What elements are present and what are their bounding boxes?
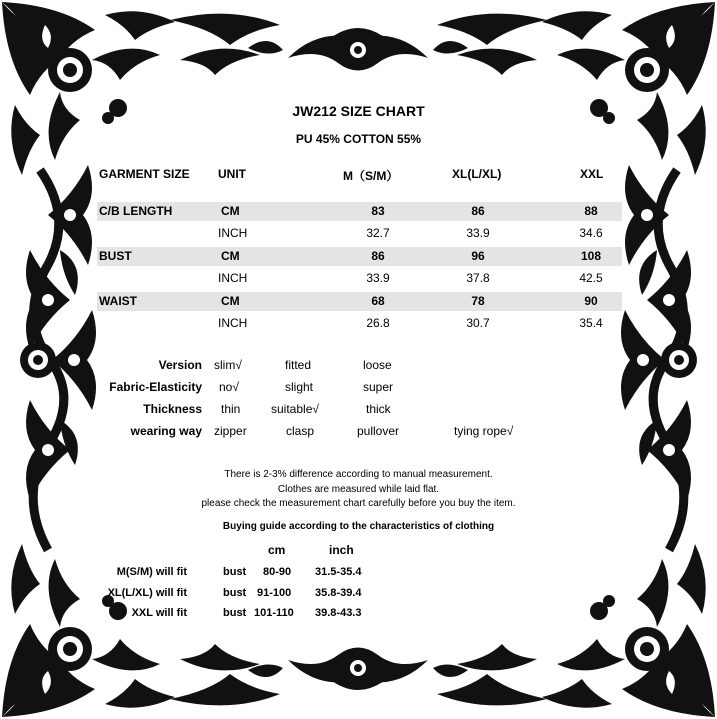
note-line: Clothes are measured while laid flat.: [277, 484, 440, 495]
guide-row-label: XL(L/XL) will fit: [107, 587, 187, 599]
value-cell: 78: [471, 294, 485, 308]
guide-part: bust: [223, 587, 247, 599]
attr-label-fabric-elasticity: Fabric-Elasticity: [109, 380, 202, 394]
value-cell: 33.9: [366, 271, 390, 285]
attr-option: tying rope√: [454, 424, 514, 438]
value-cell: 108: [580, 249, 602, 263]
guide-cm: 91-100: [257, 587, 292, 599]
guide-cm: 80-90: [263, 566, 292, 578]
value-cell: 90: [584, 294, 598, 308]
value-cell: 42.5: [579, 271, 603, 285]
check-icon: √: [235, 358, 242, 372]
attr-option: pullover: [357, 424, 400, 438]
check-icon: √: [312, 402, 319, 416]
value-cell: 83: [371, 204, 385, 218]
value-cell: 26.8: [366, 316, 390, 330]
attr-label-version: Version: [158, 358, 202, 372]
row-label-waist: WAIST: [99, 294, 137, 308]
header-unit: UNIT: [218, 167, 246, 181]
row-label-cb-length: C/B LENGTH: [99, 204, 173, 218]
value-cell: 30.7: [466, 316, 490, 330]
row-label-bust: BUST: [99, 249, 132, 263]
attr-option: thin: [221, 402, 241, 416]
guide-col-cm: cm: [268, 543, 286, 557]
guide-inch: 39.8-43.3: [315, 607, 362, 619]
attr-option: super: [363, 380, 394, 394]
value-cell: 88: [584, 204, 598, 218]
attr-option: fitted: [285, 358, 312, 372]
value-cell: 86: [471, 204, 485, 218]
guide-row-label: XXL will fit: [131, 607, 187, 619]
value-cell: 32.7: [366, 226, 390, 240]
attr-option: slight: [285, 380, 314, 394]
material-composition: PU 45% COTTON 55%: [295, 132, 422, 146]
check-icon: √: [232, 380, 239, 394]
guide-part: bust: [223, 607, 247, 619]
attr-label-thickness: Thickness: [143, 402, 202, 416]
attr-option: clasp: [286, 424, 315, 438]
unit-cell: CM: [221, 294, 240, 308]
page-title: JW212 SIZE CHART: [292, 103, 425, 119]
header-size-xxl: XXL: [580, 167, 604, 181]
guide-col-inch: inch: [329, 543, 354, 557]
header-size-xl: XL(L/XL): [452, 167, 502, 181]
unit-cell: CM: [221, 204, 240, 218]
header-garment-size: GARMENT SIZE: [99, 167, 190, 181]
guide-part: bust: [223, 566, 247, 578]
unit-cell: INCH: [218, 316, 248, 330]
attr-option: loose: [363, 358, 392, 372]
guide-row-label: M(S/M) will fit: [116, 566, 187, 578]
value-cell: 86: [371, 249, 385, 263]
unit-cell: CM: [221, 249, 240, 263]
attr-option: thick: [366, 402, 391, 416]
header-size-m: M（S/M）: [343, 169, 399, 183]
attr-option: slim√: [214, 358, 242, 372]
value-cell: 35.4: [579, 316, 603, 330]
check-icon: √: [506, 424, 514, 438]
note-line: please check the measurement chart carefully before you buy the item.: [201, 498, 516, 509]
value-cell: 37.8: [466, 271, 490, 285]
value-cell: 33.9: [466, 226, 490, 240]
value-cell: 34.6: [579, 226, 603, 240]
attr-option: zipper: [214, 424, 247, 438]
buying-guide-title: Buying guide according to the characteristics of clothing: [222, 521, 495, 532]
unit-cell: INCH: [218, 271, 248, 285]
attr-option: suitable√: [271, 402, 319, 416]
attr-option: no√: [219, 380, 239, 394]
value-cell: 68: [371, 294, 385, 308]
note-line: There is 2-3% difference according to manual measurement.: [224, 469, 493, 480]
value-cell: 96: [471, 249, 485, 263]
guide-inch: 31.5-35.4: [315, 566, 362, 578]
unit-cell: INCH: [218, 226, 248, 240]
attr-label-wearing-way: wearing way: [130, 424, 202, 438]
guide-cm: 101-110: [254, 607, 294, 619]
guide-inch: 35.8-39.4: [315, 587, 362, 599]
